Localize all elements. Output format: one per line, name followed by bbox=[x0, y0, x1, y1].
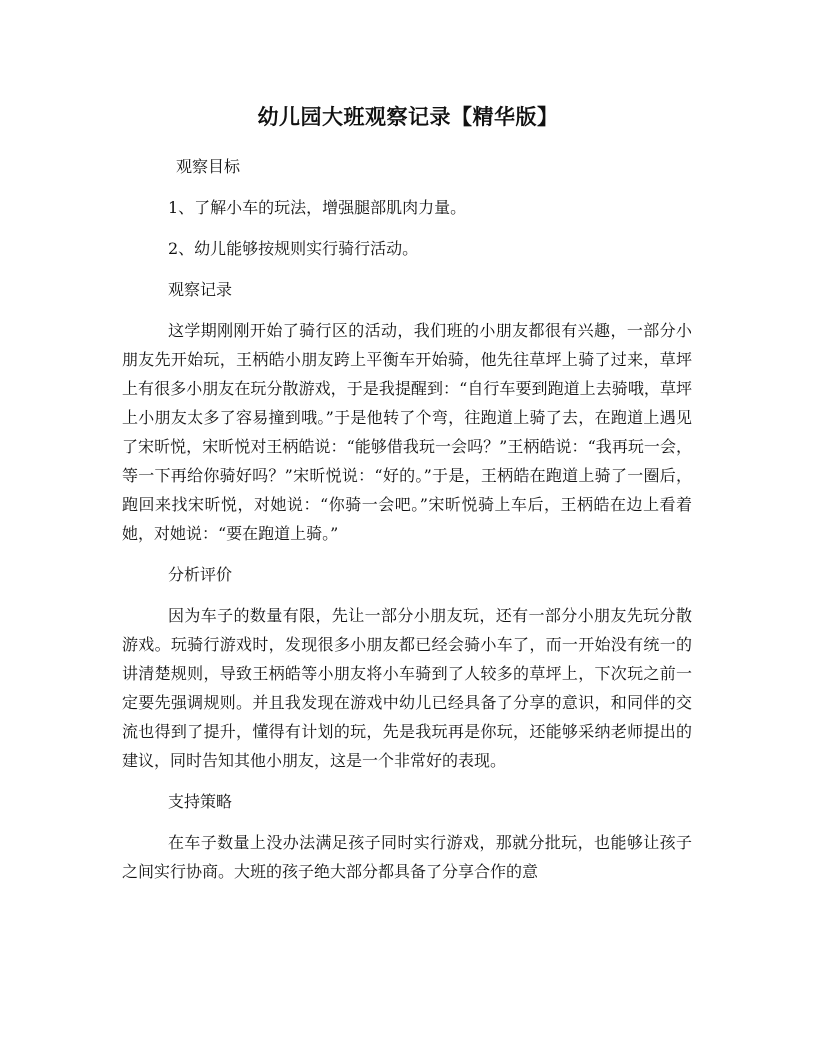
analysis-paragraph: 因为车子的数量有限，先让一部分小朋友玩，还有一部分小朋友先玩分散游戏。玩骑行游戏时，发现很多小朋友都已经会骑小车了，而一开始没有统一的讲清楚规则，导致王柄皓等小朋友将小车骑到了人较多的草坪上，下次玩之前一定要先强调规则。并且我发现在游戏中幼儿已经具备了分享的意识，和同伴的交流也得到了提升，懂得有计划的玩，先是我玩再是你玩，还能够采纳老师提出的建议，同时告知其他小朋友，这是一个非常好的表现。 bbox=[122, 606, 692, 770]
strategy-paragraph: 在车子数量上没办法满足孩子同时实行游戏，那就分批玩，也能够让孩子之间实行协商。大班的孩子绝大部分都具备了分享合作的意 bbox=[122, 833, 692, 881]
section-heading-record: 观察记录 bbox=[168, 280, 233, 299]
section-heading-analysis: 分析评价 bbox=[168, 565, 233, 584]
goal-item-2: 2、幼儿能够按规则实行骑行活动。 bbox=[168, 239, 419, 258]
document-body bbox=[122, 152, 692, 898]
section-heading-goals: 观察目标 bbox=[176, 157, 241, 176]
document-title: 幼儿园大班观察记录【精华版】 bbox=[257, 105, 559, 129]
goal-item-1: 1、了解小车的玩法，增强腿部肌肉力量。 bbox=[168, 198, 467, 217]
section-heading-strategy: 支持策略 bbox=[168, 792, 233, 811]
record-paragraph: 这学期刚刚开始了骑行区的活动，我们班的小朋友都很有兴趣，一部分小朋友先开始玩，王柄皓小朋友跨上平衡车开始骑，他先往草坪上骑了过来，草坪上有很多小朋友在玩分散游戏，于是我提醒到：“自行车要到跑道上去骑哦，草坪上小朋友太多了容易撞到哦。”于是他转了个弯，往跑道上骑了去，在跑道上遇见了宋昕悦，宋昕悦对王柄皓说：“能够借我玩一会吗？”王柄皓说：“我再玩一会，等一下再给你骑好吗？”宋昕悦说：“好的。”于是，王柄皓在跑道上骑了一圈后，跑回来找宋昕悦，对她说：“你骑一会吧。”宋昕悦骑上车后，王柄皓在边上看着她，对她说：“要在跑道上骑。” bbox=[122, 321, 692, 543]
